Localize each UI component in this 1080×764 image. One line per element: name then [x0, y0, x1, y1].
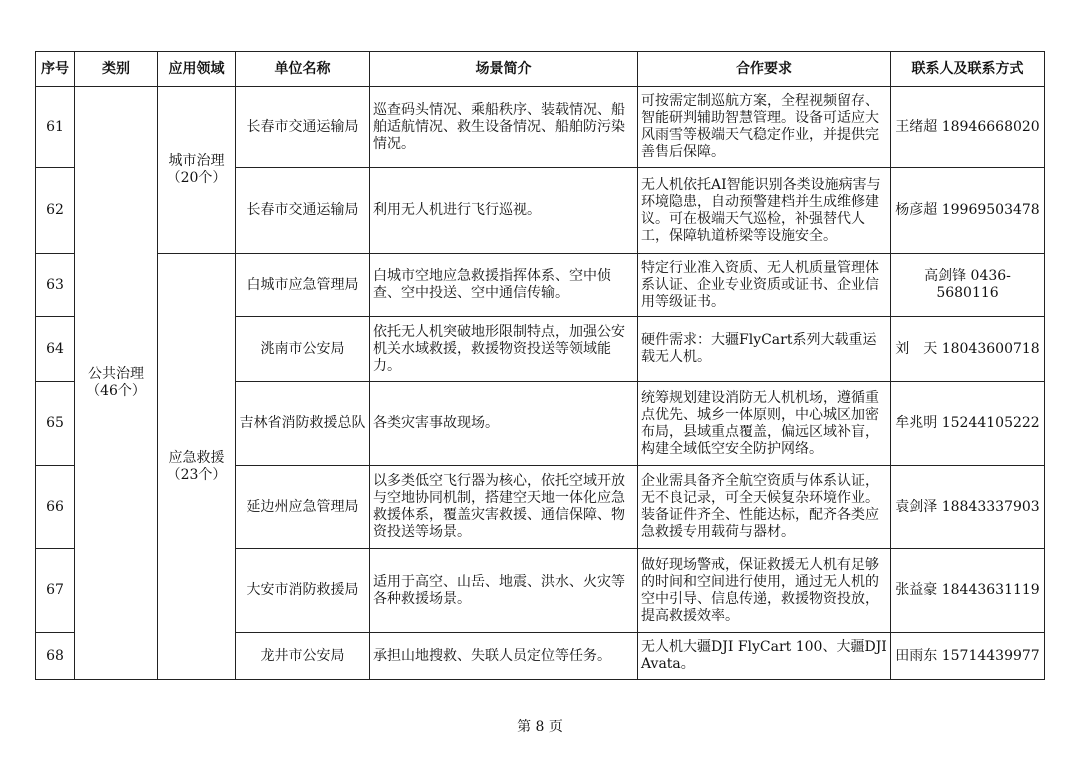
contact-info: 牟兆明 15244105222 — [891, 382, 1045, 466]
row-number: 64 — [36, 317, 75, 382]
cooperation-requirement: 无人机大疆DJI FlyCart 100、大疆DJI Avata。 — [638, 633, 891, 680]
header-scene: 场景简介 — [370, 52, 638, 87]
table-row — [36, 87, 1045, 168]
contact-info: 王绪超 18946668020 — [891, 87, 1045, 168]
cooperation-requirement: 企业需具备齐全航空资质与体系认证，无不良记录，可全天候复杂环境作业。装备证件齐全、性能达标，配齐各类应急救援专用载荷与器材。 — [638, 466, 891, 549]
header-category: 类别 — [75, 52, 158, 87]
cooperation-requirement: 无人机依托AI智能识别各类设施病害与环境隐患，自动预警建档并生成维修建议。可在极端天气巡检，补强替代人工，保障轨道桥梁等设施安全。 — [638, 168, 891, 254]
header-contact: 联系人及联系方式 — [891, 52, 1045, 87]
header-requirements: 合作要求 — [638, 52, 891, 87]
header-unit: 单位名称 — [236, 52, 370, 87]
scene-description: 各类灾害事故现场。 — [370, 382, 638, 466]
domain-label: 城市治理 （20个） — [166, 153, 227, 186]
scene-description: 以多类低空飞行器为核心，依托空域开放与空地协同机制，搭建空天地一体化应急救援体系，覆盖灾害救援、通信保障、物资投送等场景。 — [370, 466, 638, 549]
scene-description: 巡查码头情况、乘船秩序、装载情况、船舶适航情况、救生设备情况、船舶防污染情况。 — [370, 87, 638, 168]
table-row — [36, 254, 1045, 317]
unit-name: 洮南市公安局 — [236, 317, 370, 382]
contact-info: 田雨东 15714439977 — [891, 633, 1045, 680]
scene-description: 适用于高空、山岳、地震、洪水、火灾等各种救援场景。 — [370, 549, 638, 633]
unit-name: 吉林省消防救援总队 — [236, 382, 370, 466]
row-number: 68 — [36, 633, 75, 680]
unit-name: 延边州应急管理局 — [236, 466, 370, 549]
row-number: 66 — [36, 466, 75, 549]
data-table — [35, 51, 1045, 680]
header-no: 序号 — [36, 52, 75, 87]
page-number: 第 8 页 — [517, 719, 563, 735]
row-number: 61 — [36, 87, 75, 168]
cooperation-requirement: 特定行业准入资质、无人机质量管理体系认证、企业专业资质或证书、企业信用等级证书。 — [638, 254, 891, 317]
contact-info: 张益豪 18443631119 — [891, 549, 1045, 633]
row-number: 62 — [36, 168, 75, 254]
row-number: 63 — [36, 254, 75, 317]
contact-info: 刘 天 18043600718 — [891, 317, 1045, 382]
unit-name: 长春市交通运输局 — [236, 87, 370, 168]
unit-name: 长春市交通运输局 — [236, 168, 370, 254]
row-number: 67 — [36, 549, 75, 633]
scene-description: 依托无人机突破地形限制特点，加强公安机关水域救援，救援物资投送等领域能力。 — [370, 317, 638, 382]
domain-cell-rescue — [158, 254, 236, 680]
cooperation-requirement: 统筹规划建设消防无人机机场，遵循重点优先、城乡一体原则，中心城区加密布局，县域重点覆盖，偏远区域补盲，构建全域低空安全防护网络。 — [638, 382, 891, 466]
scene-description: 利用无人机进行飞行巡视。 — [370, 168, 638, 254]
cooperation-requirement: 可按需定制巡航方案，全程视频留存、智能研判辅助智慧管理。设备可适应大风雨雪等极端天气稳定作业，并提供完善售后保障。 — [638, 87, 891, 168]
category-label: 公共治理 （46个） — [86, 366, 146, 399]
domain-cell-city — [158, 87, 236, 254]
unit-name: 龙井市公安局 — [236, 633, 370, 680]
cooperation-requirement: 硬件需求：大疆FlyCart系列大载重运载无人机。 — [638, 317, 891, 382]
scene-description: 承担山地搜救、失联人员定位等任务。 — [370, 633, 638, 680]
scene-description: 白城市空地应急救援指挥体系、空中侦查、空中投送、空中通信传输。 — [370, 254, 638, 317]
contact-info: 高剑锋 0436-5680116 — [891, 254, 1045, 317]
cooperation-requirement: 做好现场警戒，保证救援无人机有足够的时间和空间进行使用，通过无人机的空中引导、信息传递，救援物资投放，提高救援效率。 — [638, 549, 891, 633]
table-header-row — [36, 52, 1045, 87]
contact-info: 袁剑泽 18843337903 — [891, 466, 1045, 549]
unit-name: 大安市消防救援局 — [236, 549, 370, 633]
contact-info: 杨彦超 19969503478 — [891, 168, 1045, 254]
header-domain: 应用领域 — [158, 52, 236, 87]
unit-name: 白城市应急管理局 — [236, 254, 370, 317]
category-cell — [75, 87, 158, 680]
domain-label: 应急救援 （23个） — [166, 449, 227, 483]
row-number: 65 — [36, 382, 75, 466]
